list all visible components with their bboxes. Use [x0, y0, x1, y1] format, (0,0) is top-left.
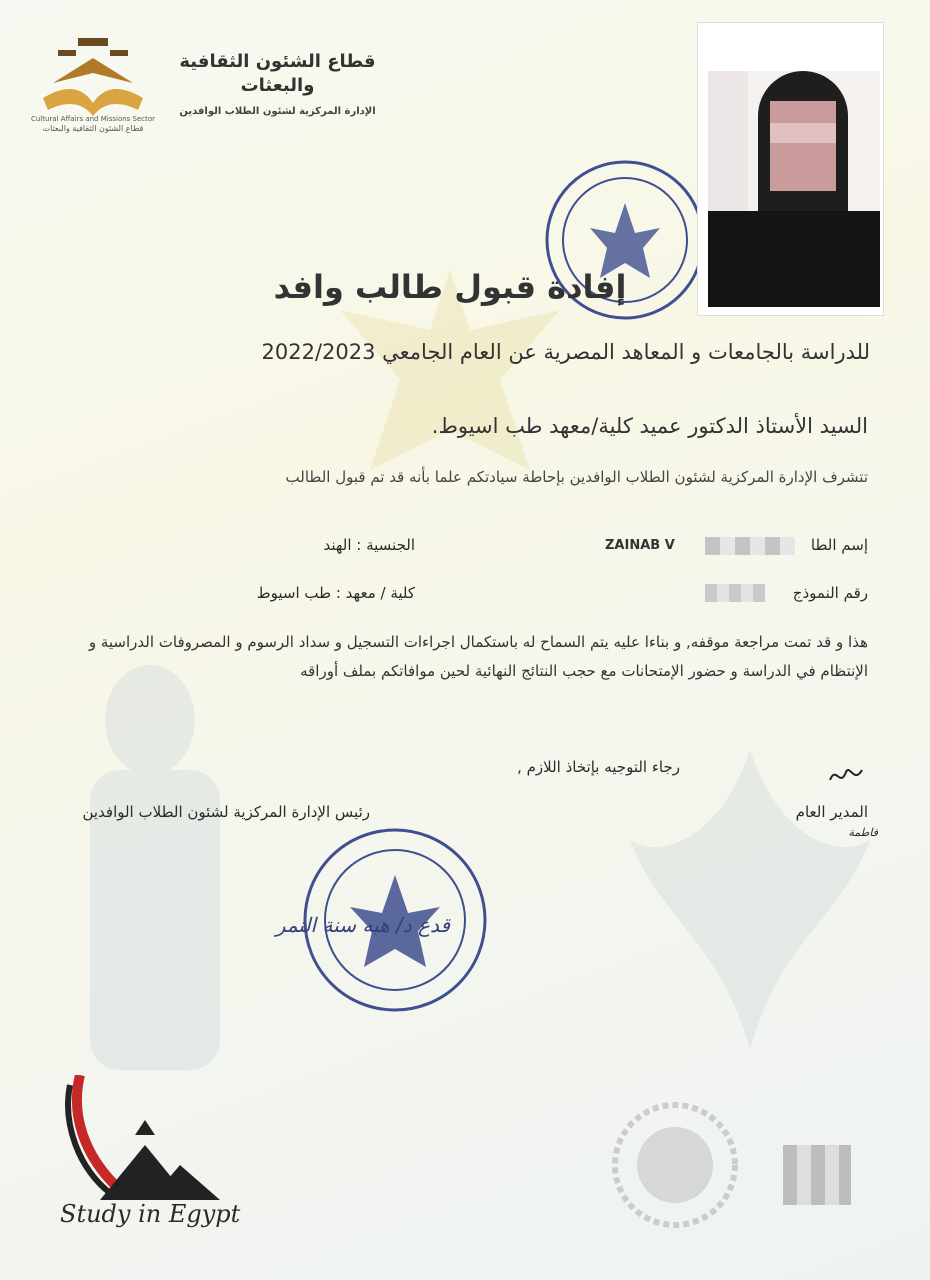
student-name-label: إسم الطا: [810, 536, 868, 554]
logo-arabic-text: قطاع الشئون الثقافية والبعثات: [42, 124, 144, 133]
student-name-value: ZAINAB V: [605, 538, 675, 553]
document-title: إفادة قبول طالب وافد: [273, 268, 627, 306]
logo-english-text: Cultural Affairs and Missions Sector: [30, 115, 156, 123]
nationality-field: الجنسية : الهند: [323, 536, 415, 554]
general-manager-title: المدير العام: [795, 803, 868, 821]
student-photo: [697, 22, 884, 316]
handwritten-signature: قدع د/ هبه سنة النمر: [275, 913, 450, 937]
head-signatory-title: رئيس الإدارة المركزية لشئون الطلاب الوافدين: [82, 803, 370, 821]
gm-signature-icon: [826, 760, 866, 790]
seal-watermark-icon: [605, 1100, 745, 1230]
photo-mosaic: [708, 71, 880, 307]
study-in-egypt-brand: Study in Egypt: [60, 1200, 241, 1228]
header-title-line1: قطاع الشئون الثقافية: [179, 51, 376, 72]
form-number-label: رقم النموذج: [792, 584, 868, 602]
student-name-redaction: [705, 537, 795, 555]
addressee-line: السيد الأستاذ الدكتور عميد كلية/معهد طب اسيوط.: [431, 414, 868, 438]
intro-line: تتشرف الإدارة المركزية لشئون الطلاب الوافدين بإحاطة سيادتكم علما بأنه قد تم قبول الطالب: [285, 468, 868, 486]
body-paragraph: هذا و قد تمت مراجعة موقفه, و بناءا عليه يتم السماح له باستكمال اجراءات التسجيل و سداد الرسوم و المصروفات الدراسية و الإنتظام في الدراسة و حضور الإمتحانات مع حجب النتائج النهائية لحين موافاتكم بملف أوراقه: [88, 633, 868, 680]
document-subtitle: للدراسة بالجامعات و المعاهد المصرية عن العام الجامعي 2022/2023: [261, 340, 870, 364]
header-title: [170, 50, 385, 98]
gm-signature-text: فاطمة: [848, 826, 878, 839]
bottom-redaction: [783, 1145, 851, 1205]
regards-line: رجاء التوجيه بإتخاذ اللازم ,: [517, 758, 680, 776]
pharaoh-watermark-icon: [30, 660, 260, 1120]
header-title-line2: والبعثات: [240, 75, 315, 96]
form-number-redaction: [705, 584, 765, 602]
college-field: كلية / معهد : طب اسيوط: [256, 584, 415, 602]
header-subtitle: الإدارة المركزية لشئون الطلاب الوافدين: [179, 106, 376, 117]
